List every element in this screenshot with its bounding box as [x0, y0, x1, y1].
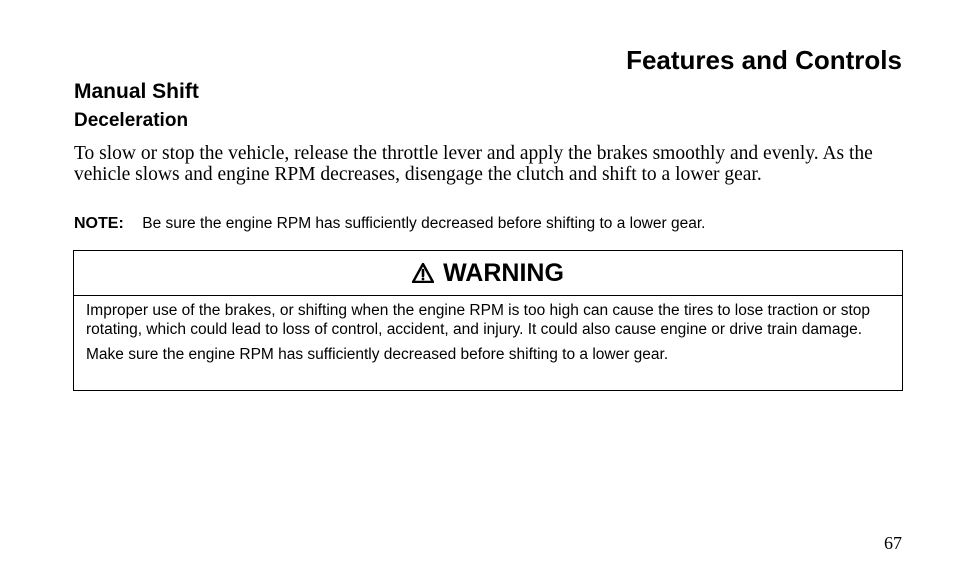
sub-subsection-title: Deceleration	[74, 110, 189, 131]
warning-header	[74, 251, 902, 296]
note-text: Be sure the engine RPM has sufficiently decreased before shifting to a lower gear.	[142, 215, 706, 232]
note	[74, 215, 705, 233]
body-paragraph: To slow or stop the vehicle, release the throttle lever and apply the brakes smoothly and evenly. As the vehicle slows and engine RPM decreases, disengage the clutch and shift to a lower gear.	[74, 143, 873, 185]
warning-body	[74, 296, 902, 364]
note-label: NOTE:	[74, 215, 124, 232]
warning-box	[73, 250, 903, 391]
warning-title: WARNING	[443, 258, 564, 287]
warning-paragraph: Make sure the engine RPM has sufficiently decreased before shifting to a lower gear.	[86, 346, 669, 363]
warning-paragraph: Improper use of the brakes, or shifting when the engine RPM is too high can cause the tires to lose traction or stop rotating, which could lead to loss of control, accident, and injury. It could also cause engine or drive train damage.	[86, 302, 871, 338]
section-title: Features and Controls	[626, 45, 902, 75]
page-number: 67	[884, 533, 902, 553]
subsection-title: Manual Shift	[74, 80, 199, 103]
warning-triangle-icon	[412, 263, 434, 283]
